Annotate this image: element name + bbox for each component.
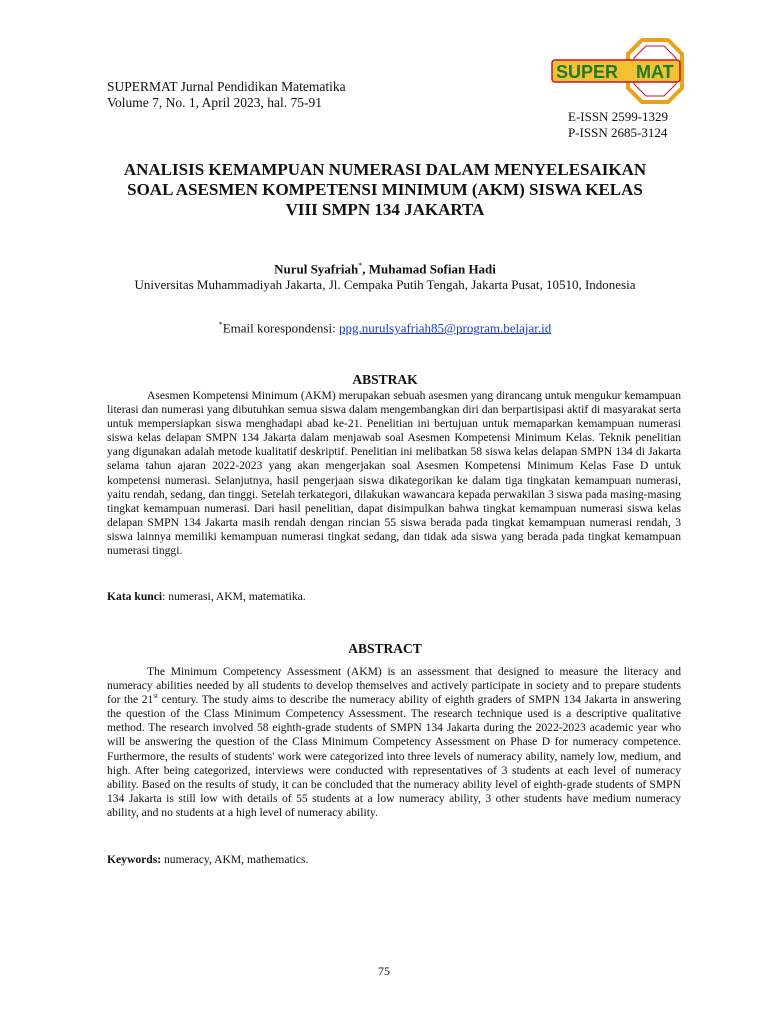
correspondence-mark: * (218, 320, 223, 329)
journal-name: SUPERMAT Jurnal Pendidikan Matematika (107, 79, 346, 94)
title-line: ANALISIS KEMAMPUAN NUMERASI DALAM MENYELESAIKAN (123, 160, 647, 179)
correspondence (95, 320, 675, 336)
issn-block (568, 109, 668, 140)
kata-kunci-label: Kata kunci (107, 590, 163, 603)
journal-header (107, 79, 346, 111)
abstract-text-2: century. The study aims to describe the numeracy ability of eighth graders of SMPN 134 Jakarta in answering the question of the Class Minimum Competency Assessment. The research technique used is a descriptive qualitative method. The research involved 58 eighth-grade students of SMPN 134 Jakarta during the 2022-2023 academic year who will be answering the question of the Class Minimum Competency Assessment on Phase D for numeracy competence. Furthermore, the results of students' work were categorized into three levels of numeracy ability, namely low, medium, and high. After being categorized, interviews were conducted with representatives of 3 students at each level of numeracy ability. Based on the results of study, it can be concluded that the numeracy ability level of eighth-grade students of SMPN 134 Jakarta is still low with details of 55 students at a low numeracy ability, 3 other students have medium numeracy ability, and no students at a high level of numeracy ability. (107, 693, 681, 819)
abstract-heading: ABSTRACT (348, 641, 422, 656)
correspondence-label: Email korespondensi: (222, 320, 339, 336)
svg-text:MAT: MAT (636, 62, 674, 82)
eissn: E-ISSN 2599-1329 (568, 109, 669, 124)
author-separator: , (362, 261, 369, 277)
keywords (107, 853, 308, 866)
author-block (95, 258, 675, 293)
keywords-values: numeracy, AKM, mathematics. (161, 853, 309, 866)
abstract-sup: st (153, 692, 158, 701)
abstrak-text: Asesmen Kompetensi Minimum (AKM) merupakan sebuah asesmen yang dirancang untuk mengukur kemampuan literasi dan numerasi yang dibutuhkan semua siswa dalam mengembangkan diri dan berpartisipasi aktif di masyarakat serta untuk mempersiapkan siswa menghadapi abad ke-21. Penelitian ini bertujuan untuk memaparkan kemampuan numerasi siswa kelas delapan SMPN 134 Jakarta dalam menjawab soal Asesmen Kompetensi Minimum Kelas. Teknik penelitian yang digunakan adalah metode kualitatif deskriptif. Penelitian ini melibatkan 58 siswa kelas delapan SMPN 134 di Jakarta selama tahun ajaran 2022-2023 yang akan mengerjakan soal Asesmen Kompetensi Minimum Kelas Fase D untuk kompetensi numerasi. Selanjutnya, hasil pengerjaan siswa dikategorikan ke dalam tiga tingkatan kemampuan numerasi, yaitu rendah, sedang, dan tinggi. Setelah terkategori, dilakukan wawancara kepada perwakilan 3 siswa pada masing-masing tingkat kemampuan numerasi. Dari hasil penelitian, dapat disimpulkan bahwa tingkat kemampuan numerasi siswa kelas delapan SMPN 134 Jakarta masih rendah dengan rincian 55 siswa berada pada tingkat kemampuan numerasi rendah, 3 siswa lainnya memiliki kemampuan numerasi tingkat sedang, dan tidak ada siswa yang berada pada tingkat kemampuan numerasi tinggi. (107, 389, 681, 558)
title-line: SOAL ASESMEN KOMPETENSI MINIMUM (AKM) SISWA KELAS (127, 180, 643, 199)
paper-title (95, 160, 675, 220)
affiliation: Universitas Muhammadiyah Jakarta, Jl. Cempaka Putih Tengah, Jakarta Pusat, 10510, Indonesia (134, 277, 636, 293)
journal-volume: Volume 7, No. 1, April 2023, hal. 75-91 (107, 95, 322, 110)
kata-kunci (107, 590, 306, 603)
title-line: VIII SMPN 134 JAKARTA (285, 200, 485, 219)
supermat-logo (550, 38, 684, 104)
keywords-label: Keywords: (107, 853, 162, 866)
author-2: Muhamad Sofian Hadi (368, 261, 496, 277)
svg-text:SUPER: SUPER (556, 62, 619, 82)
author-1: Nurul Syafriah (274, 261, 359, 277)
corresponding-mark: * (358, 261, 363, 270)
abstrak-body (107, 389, 681, 558)
author-names (95, 258, 675, 277)
abstract-text-1: The Minimum Competency Assessment (AKM) is an assessment that designed to measure the literacy and numeracy abilities needed by all students to develop themselves and actively participate in society and to prepare students for the 21 (107, 665, 681, 707)
kata-kunci-values: : numerasi, AKM, matematika. (162, 590, 306, 603)
page-number: 75 (378, 964, 390, 978)
pissn: P-ISSN 2685-3124 (568, 124, 668, 140)
abstract-body (107, 665, 681, 820)
abstrak-heading: ABSTRAK (352, 372, 418, 387)
correspondence-email-link[interactable]: ppg.nurulsyafriah85@program.belajar.id (338, 320, 552, 336)
